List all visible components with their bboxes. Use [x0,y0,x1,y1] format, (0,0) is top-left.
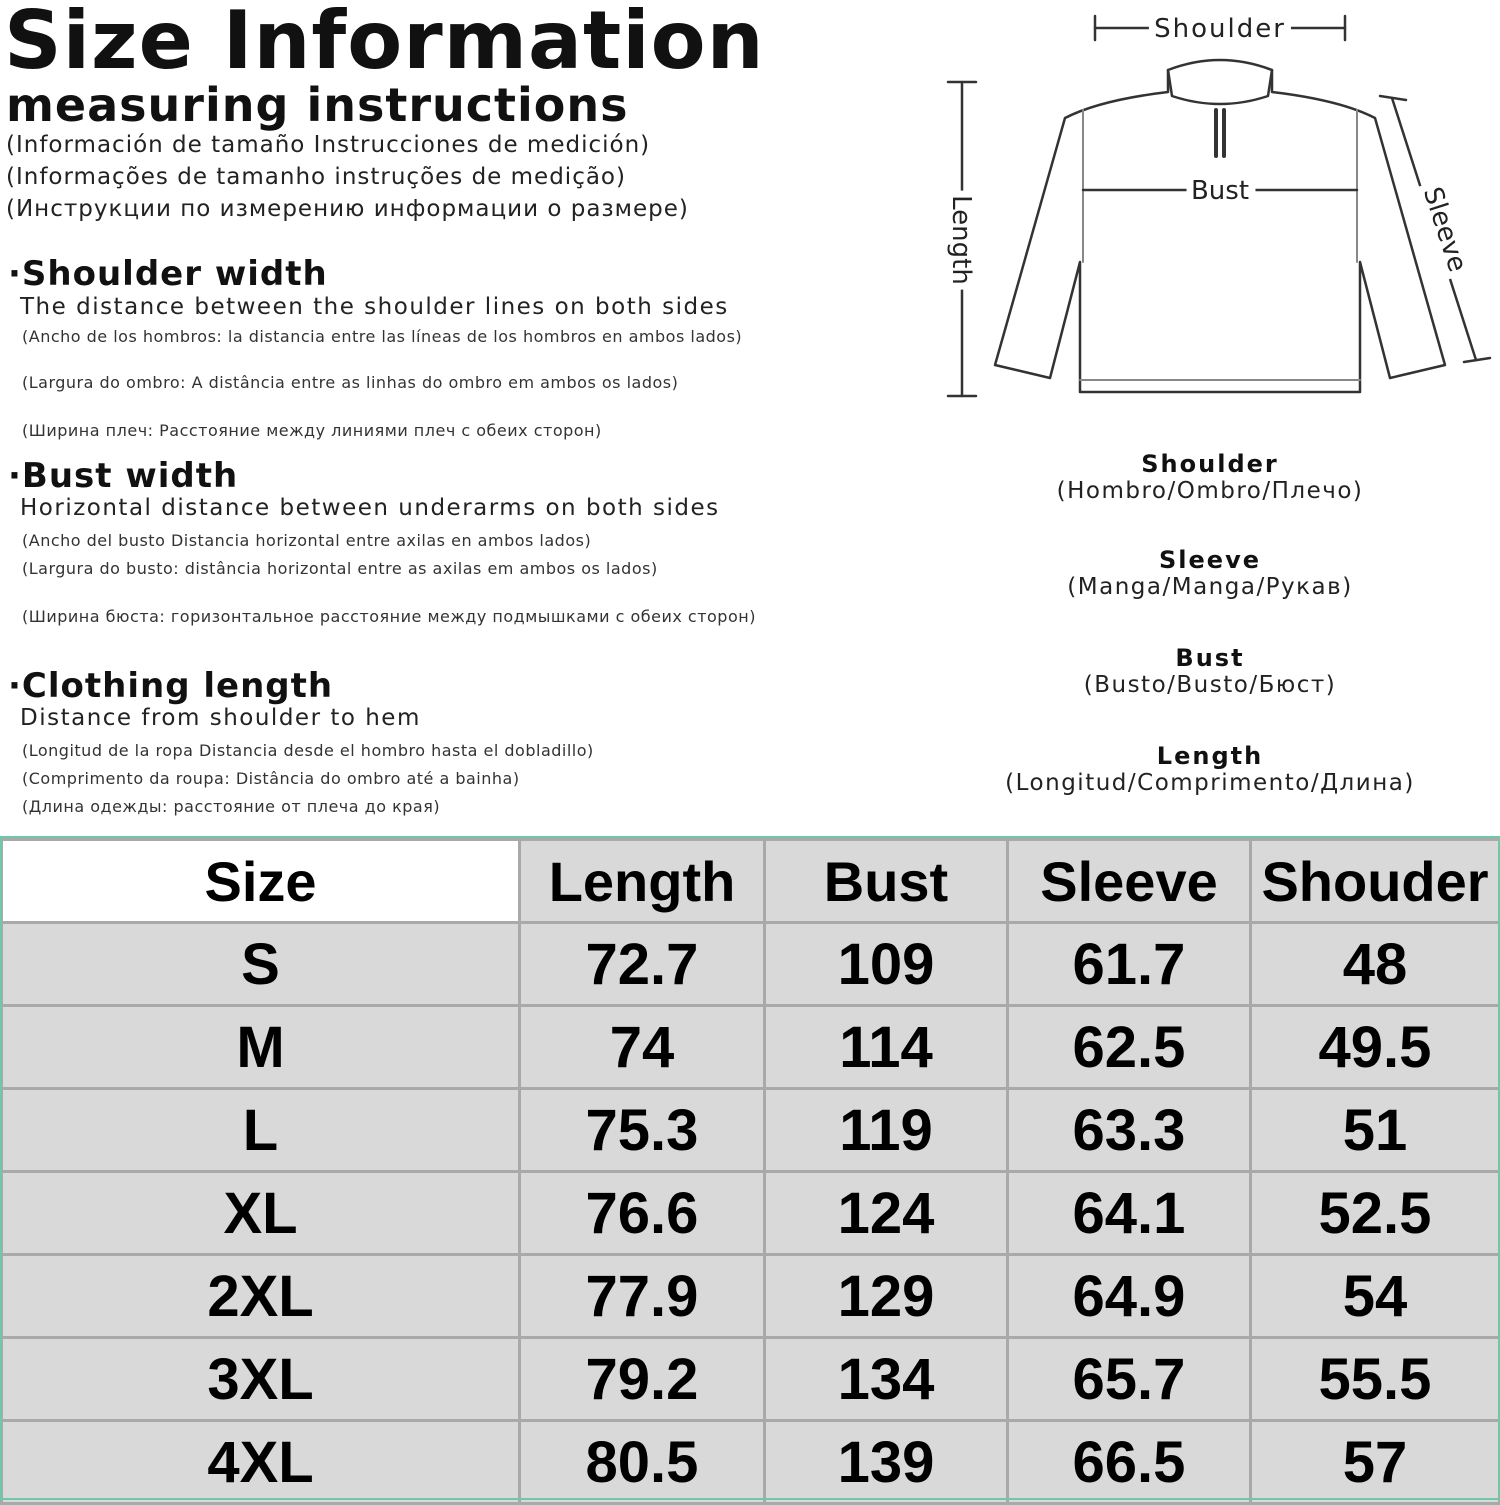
title-translation-es: (Información de tamaño Instrucciones de medición) [6,132,651,158]
diagram-shoulder-label: Shoulder [1154,14,1286,44]
table-row [2,1172,1500,1255]
cell-shoulder: 49.5 [1251,1006,1500,1089]
legend-length-translation: (Longitud/Comprimento/Длина) [1005,770,1415,796]
bust-width-heading: ·Bust width [8,456,239,496]
cell-bust: 119 [765,1089,1008,1172]
cell-shoulder: 51 [1251,1089,1500,1172]
cell-size: 2XL [2,1255,520,1338]
table-row [2,1255,1500,1338]
cell-sleeve: 66.5 [1008,1421,1251,1504]
cell-bust: 114 [765,1006,1008,1089]
table-row [2,1089,1500,1172]
shoulder-width-heading: ·Shoulder width [8,254,328,294]
cell-size: S [2,923,520,1006]
cell-size: 3XL [2,1338,520,1421]
cell-shoulder: 52.5 [1251,1172,1500,1255]
table-row [2,1338,1500,1421]
cell-size: M [2,1006,520,1089]
table-row [2,1421,1500,1504]
clothing-length-heading: ·Clothing length [8,666,334,706]
cell-length: 74 [520,1006,765,1089]
title-translation-pt: (Informações de tamanho instruções de medição) [6,164,626,190]
shoulder-width-note-pt: (Largura do ombro: A distância entre as linhas do ombro em ambos os lados) [22,373,679,392]
cell-shoulder: 54 [1251,1255,1500,1338]
title-translation-ru: (Инструкции по измерению информации о размере) [6,196,689,222]
shoulder-width-note-ru: (Ширина плеч: Расстояние между линиями плеч с обеих сторон) [22,421,602,440]
cell-length: 72.7 [520,923,765,1006]
legend-shoulder-translation: (Hombro/Ombro/Плечо) [1056,478,1364,504]
bust-width-note-pt: (Largura do busto: distância horizontal entre as axilas em ambos os lados) [22,559,658,578]
table-row [2,923,1500,1006]
bust-width-description: Horizontal distance between underarms on both sides [20,495,720,521]
header-bust: Bust [765,840,1008,923]
cell-shoulder: 55.5 [1251,1338,1500,1421]
size-table [0,838,1500,1505]
legend-bust-name: Bust [1175,644,1245,672]
cell-size: L [2,1089,520,1172]
header-length: Length [520,840,765,923]
cell-bust: 109 [765,923,1008,1006]
legend-sleeve-translation: (Manga/Manga/Рукав) [1067,574,1353,600]
diagram-length-label: Length [946,195,976,285]
cell-length: 77.9 [520,1255,765,1338]
shirt-outline [995,60,1445,392]
cell-bust: 124 [765,1172,1008,1255]
cell-bust: 139 [765,1421,1008,1504]
clothing-length-note-ru: (Длина одежды: расстояние от плеча до края) [22,797,441,816]
shoulder-width-description: The distance between the shoulder lines on both sides [20,294,729,320]
header-sleeve: Sleeve [1008,840,1251,923]
clothing-length-description: Distance from shoulder to hem [20,705,421,731]
bust-width-note-ru: (Ширина бюста: горизонтальное расстояние между подмышками с обеих сторон) [22,607,756,626]
cell-sleeve: 64.1 [1008,1172,1251,1255]
clothing-length-note-pt: (Comprimento da roupa: Distância do ombro até a bainha) [22,769,520,788]
cell-length: 76.6 [520,1172,765,1255]
collar [1168,70,1272,104]
cell-sleeve: 61.7 [1008,923,1251,1006]
diagram-sleeve-label: Sleeve [1416,183,1473,276]
cell-sleeve: 63.3 [1008,1089,1251,1172]
bust-width-note-es: (Ancho del busto Distancia horizontal entre axilas en ambos lados) [22,531,592,550]
shoulder-width-note-es: (Ancho de los hombros: la distancia entre las líneas de los hombros en ambos lados) [22,327,743,346]
legend-bust-translation: (Busto/Busto/Бюст) [1083,672,1337,698]
cell-size: 4XL [2,1421,520,1504]
cell-sleeve: 65.7 [1008,1338,1251,1421]
clothing-length-note-es: (Longitud de la ropa Distancia desde el hombro hasta el dobladillo) [22,741,594,760]
page-title: Size Information [4,0,765,87]
cell-shoulder: 48 [1251,923,1500,1006]
diagram-bust-label: Bust [1190,176,1250,206]
table-row [2,1006,1500,1089]
cell-bust: 134 [765,1338,1008,1421]
legend-shoulder-name: Shoulder [1141,450,1279,478]
cell-length: 75.3 [520,1089,765,1172]
cell-length: 80.5 [520,1421,765,1504]
header-shoulder: Shouder [1251,840,1500,923]
table-header-row [2,840,1500,923]
cell-sleeve: 64.9 [1008,1255,1251,1338]
cell-sleeve: 62.5 [1008,1006,1251,1089]
cell-shoulder: 57 [1251,1421,1500,1504]
legend-length-name: Length [1156,742,1264,770]
header-size: Size [2,840,520,923]
page-subtitle: measuring instructions [6,78,629,132]
cell-size: XL [2,1172,520,1255]
legend-sleeve-name: Sleeve [1159,546,1261,574]
cell-bust: 129 [765,1255,1008,1338]
garment-diagram [920,0,1500,420]
cell-length: 79.2 [520,1338,765,1421]
